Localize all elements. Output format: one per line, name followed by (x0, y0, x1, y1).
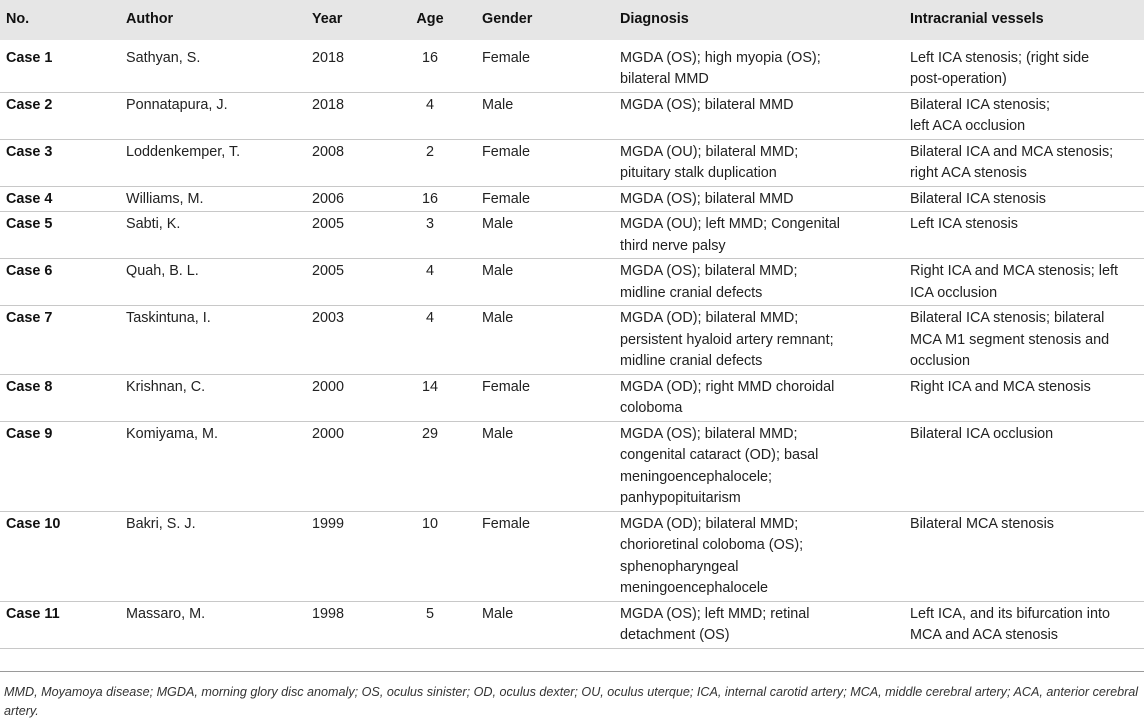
cell-gender: Female (482, 515, 530, 532)
cell-diagnosis-line: chorioretinal coloboma (OS); (620, 537, 804, 553)
cell-vessels (904, 212, 1144, 259)
cell-diagnosis-line: pituitary stalk duplication (620, 165, 777, 181)
cell-diagnosis (614, 421, 904, 511)
cell-vessels-line: ICA occlusion (910, 284, 998, 301)
cell-year: 2005 (312, 216, 345, 232)
table-row (0, 92, 1144, 139)
table-row (0, 374, 1144, 421)
cell-age: 3 (425, 216, 434, 232)
table-row (0, 186, 1144, 212)
table-body (0, 40, 1144, 649)
cell-diagnosis-line: MGDA (OS); bilateral MMD (620, 96, 794, 113)
cell-diagnosis (614, 601, 904, 648)
cell-diagnosis-line: third nerve palsy (620, 237, 726, 254)
cell-case-number: Case 9 (6, 425, 53, 442)
cell-diagnosis-line: meningoencephalocele; (620, 468, 773, 485)
cell-age: 4 (425, 310, 434, 326)
cell-age: 10 (421, 515, 438, 532)
cell-author: Loddenkemper, T. (126, 143, 241, 160)
cell-vessels-line: Left ICA stenosis; (right side (910, 49, 1090, 66)
table-row (0, 601, 1144, 648)
cell-case-number: Case 10 (6, 515, 61, 532)
cell-author: Taskintuna, I. (126, 310, 211, 326)
cell-diagnosis-line: meningoencephalocele (620, 580, 769, 596)
cell-diagnosis (614, 186, 904, 212)
cell-diagnosis-line: bilateral MMD (620, 71, 709, 87)
cell-year: 2003 (312, 310, 345, 326)
cell-vessels-line: Bilateral MCA stenosis (910, 515, 1054, 532)
cell-case-number: Case 4 (6, 190, 53, 207)
cell-vessels-line: Bilateral ICA occlusion (910, 425, 1054, 442)
cell-vessels-line: Bilateral ICA and MCA stenosis; (910, 143, 1114, 160)
cell-case-number: Case 6 (6, 263, 53, 279)
cell-author: Bakri, S. J. (126, 515, 196, 532)
table-footnote: MMD, Moyamoya disease; MGDA, morning glory disc anomaly; OS, oculus sinister; OD, oculus dexter; OU, oculus uterque; ICA, internal carotid artery; MCA, middle cerebral artery; ACA, anterior cerebral artery. (4, 685, 1139, 718)
cell-gender: Male (482, 425, 514, 442)
cell-gender: Female (482, 143, 530, 160)
cell-diagnosis-line: MGDA (OU); left MMD; Congenital (620, 216, 840, 232)
cell-gender: Male (482, 216, 514, 232)
cell-year: 2008 (312, 143, 345, 160)
cell-gender: Male (482, 310, 514, 326)
cell-year: 1998 (312, 605, 345, 622)
cell-diagnosis (614, 212, 904, 259)
cell-diagnosis-line: panhypopituitarism (620, 490, 741, 506)
cell-diagnosis-line: MGDA (OS); bilateral MMD (620, 190, 794, 207)
cell-case-number: Case 3 (6, 143, 53, 160)
table-row (0, 306, 1144, 375)
cell-diagnosis-line: MGDA (OS); bilateral MMD; (620, 425, 798, 442)
cell-author: Komiyama, M. (126, 425, 218, 442)
cell-age: 14 (421, 378, 438, 395)
cell-year: 2006 (312, 190, 345, 207)
cell-case-number: Case 2 (6, 96, 53, 113)
cell-diagnosis-line: sphenopharyngeal (620, 558, 739, 575)
cell-diagnosis (614, 511, 904, 601)
cell-vessels (904, 92, 1144, 139)
table-bottom-rule (0, 671, 1144, 672)
cell-gender: Female (482, 190, 530, 207)
cell-diagnosis (614, 374, 904, 421)
cell-age: 16 (421, 190, 438, 207)
cell-author: Krishnan, C. (126, 378, 206, 395)
header-author: Author (126, 11, 174, 27)
cell-author: Williams, M. (126, 190, 204, 207)
cell-vessels-line: right ACA stenosis (910, 165, 1027, 181)
cell-vessels-line: Right ICA and MCA stenosis (910, 378, 1091, 395)
cell-author: Massaro, M. (126, 605, 206, 622)
table-row (0, 511, 1144, 601)
cell-vessels-line: post-operation) (910, 71, 1007, 87)
cell-diagnosis-line: MGDA (OD); bilateral MMD; (620, 310, 799, 326)
cell-year: 1999 (312, 515, 345, 532)
table-header-row (0, 0, 1144, 40)
cell-diagnosis-line: persistent hyaloid artery remnant; (620, 331, 834, 348)
cell-vessels (904, 186, 1144, 212)
header-year: Year (312, 11, 343, 27)
cell-diagnosis (614, 259, 904, 306)
cell-diagnosis-line: MGDA (OD); right MMD choroidal (620, 378, 835, 395)
cell-diagnosis (614, 306, 904, 375)
table-row (0, 40, 1144, 93)
table-row (0, 212, 1144, 259)
cell-year: 2005 (312, 263, 345, 279)
cell-diagnosis (614, 92, 904, 139)
table-row (0, 421, 1144, 511)
cell-vessels (904, 306, 1144, 375)
cell-vessels (904, 601, 1144, 648)
cell-vessels-line: Bilateral ICA stenosis; (910, 96, 1050, 113)
cell-case-number: Case 8 (6, 378, 53, 395)
cell-gender: Male (482, 605, 514, 622)
cell-case-number: Case 1 (6, 49, 53, 66)
header-age: Age (416, 11, 444, 27)
cell-age: 2 (425, 143, 434, 160)
cell-vessels (904, 259, 1144, 306)
cell-vessels-line: Bilateral ICA stenosis; bilateral (910, 310, 1105, 326)
cell-gender: Female (482, 378, 530, 395)
cell-vessels (904, 374, 1144, 421)
cell-diagnosis-line: midline cranial defects (620, 353, 763, 369)
cell-vessels-line: left ACA occlusion (910, 118, 1026, 134)
header-gender: Gender (482, 11, 533, 27)
cell-age: 4 (425, 263, 434, 279)
cell-gender: Female (482, 49, 530, 66)
cell-author: Quah, B. L. (126, 263, 199, 279)
cell-vessels-line: MCA and ACA stenosis (910, 627, 1058, 643)
cell-age: 4 (425, 96, 434, 113)
cell-vessels-line: occlusion (910, 353, 970, 369)
cell-year: 2018 (312, 49, 345, 66)
cell-age: 29 (421, 425, 438, 442)
header-diagnosis: Diagnosis (620, 11, 689, 27)
cell-vessels-line: Left ICA stenosis (910, 216, 1018, 232)
cell-year: 2000 (312, 378, 345, 395)
cell-vessels (904, 421, 1144, 511)
header-no: No. (6, 11, 30, 27)
cell-diagnosis-line: midline cranial defects (620, 284, 763, 301)
cell-diagnosis-line: MGDA (OS); high myopia (OS); (620, 49, 821, 66)
cell-diagnosis-line: congenital cataract (OD); basal (620, 447, 819, 463)
cell-diagnosis-line: MGDA (OU); bilateral MMD; (620, 143, 799, 160)
cell-diagnosis (614, 139, 904, 186)
cell-author: Ponnatapura, J. (126, 96, 228, 113)
cell-vessels (904, 139, 1144, 186)
cell-diagnosis-line: MGDA (OS); bilateral MMD; (620, 263, 798, 279)
cell-case-number: Case 5 (6, 216, 53, 232)
cell-diagnosis-line: MGDA (OD); bilateral MMD; (620, 515, 799, 532)
cell-diagnosis-line: MGDA (OS); left MMD; retinal (620, 605, 810, 622)
header-vessels: Intracranial vessels (910, 11, 1044, 27)
cell-diagnosis (614, 40, 904, 93)
cell-case-number: Case 7 (6, 310, 53, 326)
cell-vessels-line: Left ICA, and its bifurcation into (910, 605, 1110, 622)
cell-vessels (904, 511, 1144, 601)
cell-vessels-line: Bilateral ICA stenosis (910, 190, 1046, 207)
cell-author: Sathyan, S. (126, 49, 201, 66)
cell-vessels-line: Right ICA and MCA stenosis; left (910, 263, 1118, 279)
cell-case-number: Case 11 (6, 605, 60, 622)
cell-vessels (904, 40, 1144, 93)
cell-vessels-line: MCA M1 segment stenosis and (910, 331, 1110, 348)
cell-diagnosis-line: coloboma (620, 400, 683, 416)
table-row (0, 139, 1144, 186)
cell-diagnosis-line: detachment (OS) (620, 627, 730, 643)
cell-author: Sabti, K. (126, 216, 181, 232)
table-row (0, 259, 1144, 306)
cell-year: 2018 (312, 96, 345, 113)
cell-age: 16 (421, 49, 438, 66)
cell-age: 5 (425, 605, 434, 622)
cell-year: 2000 (312, 425, 345, 442)
cell-gender: Male (482, 263, 514, 279)
cell-gender: Male (482, 96, 514, 113)
